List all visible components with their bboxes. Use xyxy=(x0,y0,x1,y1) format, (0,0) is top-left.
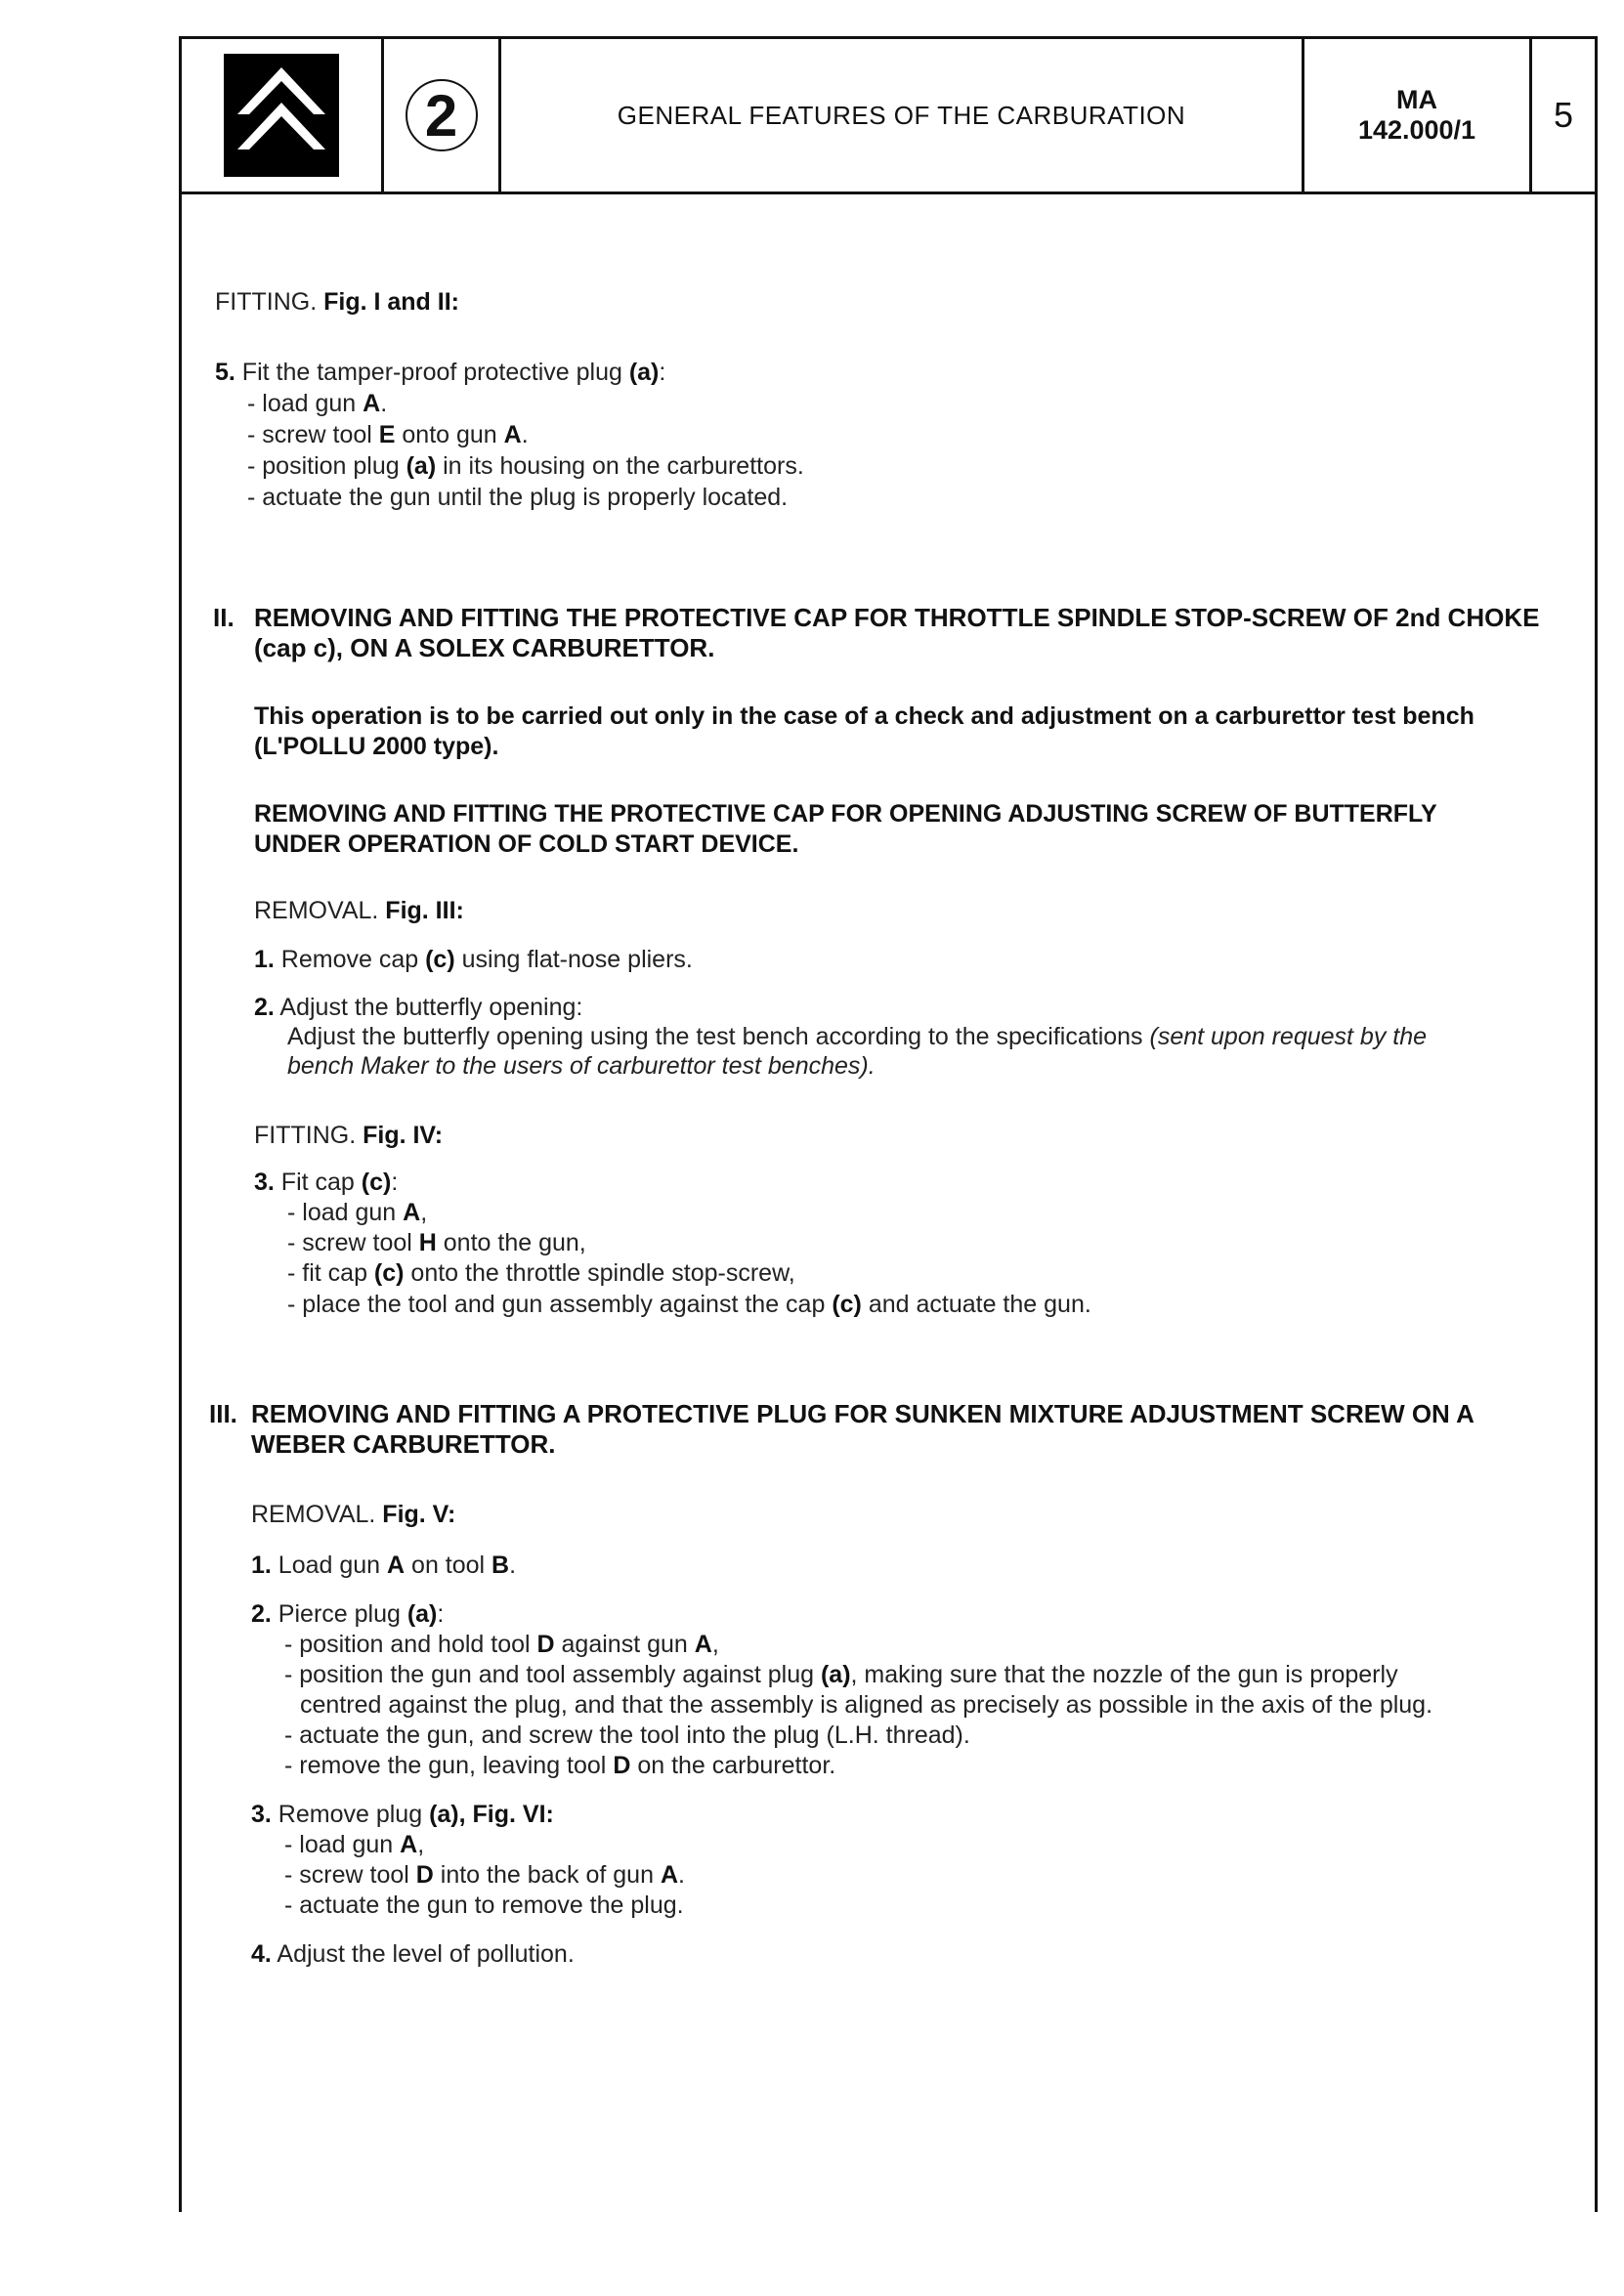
section-3-step-2-line-5: - remove the gun, leaving tool D on the carburettor. xyxy=(284,1752,836,1779)
section-3-step-3: 3. Remove plug (a), Fig. VI: xyxy=(251,1801,554,1828)
section-3-removal-heading: REMOVAL. Fig. V: xyxy=(251,1501,456,1528)
section-2-step-3-line-4: - place the tool and gun assembly against the cap (c) and actuate the gun. xyxy=(287,1291,1091,1318)
section-3-step-3-line-3: - actuate the gun to remove the plug. xyxy=(284,1892,684,1919)
section-3-heading-line-1: REMOVING AND FITTING A PROTECTIVE PLUG FOR SUNKEN MIXTURE ADJUSTMENT SCREW ON A xyxy=(251,1399,1474,1428)
section-2-heading-line-2: (cap c), ON A SOLEX CARBURETTOR. xyxy=(254,633,715,662)
section-2-step-3-line-3: - fit cap (c) onto the throttle spindle stop-screw, xyxy=(287,1259,795,1287)
section-2-step-2-line-2: Adjust the butterfly opening using the test bench according to the specifications (sent upon request by the xyxy=(287,1023,1428,1050)
step-5-line-4: - actuate the gun until the plug is properly located. xyxy=(247,484,789,511)
section-3-step-3-line-2: - screw tool D into the back of gun A. xyxy=(284,1861,685,1889)
section-2-step-1: 1. Remove cap (c) using flat-nose pliers. xyxy=(254,946,693,973)
step-5-line-3: - position plug (a) in its housing on the carburettors. xyxy=(247,452,804,480)
section-2-number: II. xyxy=(213,603,235,632)
section-2-removal-heading: REMOVAL. Fig. III: xyxy=(254,897,464,924)
citroen-logo-icon xyxy=(224,54,339,177)
section-2-step-2-line-3: bench Maker to the users of carburettor test benches). xyxy=(287,1052,876,1080)
step-5: 5. Fit the tamper-proof protective plug (a): xyxy=(215,359,666,386)
frame-left-line xyxy=(179,194,182,2212)
section-3-step-3-line-1: - load gun A, xyxy=(284,1831,425,1858)
section-number: 2 xyxy=(406,79,478,151)
section-number-cell xyxy=(384,39,501,191)
section-3-step-2-line-3: centred against the plug, and that the assembly is aligned as precisely as possible in the axis of the plug. xyxy=(300,1691,1433,1719)
page-title: GENERAL FEATURES OF THE CARBURATION xyxy=(501,39,1304,191)
step-5-line-1: - load gun A. xyxy=(247,390,388,417)
section-3-number: III. xyxy=(209,1399,237,1428)
section-2-sub-heading-line-2: UNDER OPERATION OF COLD START DEVICE. xyxy=(254,830,799,858)
section-2-heading-line-1: REMOVING AND FITTING THE PROTECTIVE CAP FOR THROTTLE SPINDLE STOP-SCREW OF 2nd CHOKE xyxy=(254,603,1540,632)
section-2-step-3-line-1: - load gun A, xyxy=(287,1199,428,1226)
reference-code: MA xyxy=(1396,85,1437,114)
section-3-step-2-line-2: - position the gun and tool assembly against plug (a), making sure that the nozzle of the gun is properly xyxy=(284,1661,1398,1688)
section-2-fitting-heading: FITTING. Fig. IV: xyxy=(254,1122,444,1149)
section-3-step-4: 4. Adjust the level of pollution. xyxy=(251,1940,575,1968)
reference-cell xyxy=(1304,39,1532,191)
page-number: 5 xyxy=(1553,95,1574,135)
frame-right-line xyxy=(1595,194,1598,2212)
section-3-step-2: 2. Pierce plug (a): xyxy=(251,1600,445,1628)
section-2-step-3: 3. Fit cap (c): xyxy=(254,1169,399,1196)
section-3-heading-line-2: WEBER CARBURETTOR. xyxy=(251,1429,556,1459)
document-header xyxy=(179,36,1598,194)
section-3-step-2-line-4: - actuate the gun, and screw the tool into the plug (L.H. thread). xyxy=(284,1722,970,1749)
reference-number: 142.000/1 xyxy=(1357,115,1476,145)
step-5-line-2: - screw tool E onto gun A. xyxy=(247,421,529,448)
section-2-note-line-1: This operation is to be carried out only in the case of a check and adjustment on a carburettor test bench xyxy=(254,702,1474,730)
section-2-note-line-2: (L'POLLU 2000 type). xyxy=(254,733,499,760)
fitting-heading: FITTING. Fig. I and II: xyxy=(215,288,459,316)
logo-cell xyxy=(182,39,384,191)
section-2-step-2: 2. Adjust the butterfly opening: xyxy=(254,994,583,1021)
section-2-step-3-line-2: - screw tool H onto the gun, xyxy=(287,1229,586,1256)
section-2-sub-heading-line-1: REMOVING AND FITTING THE PROTECTIVE CAP FOR OPENING ADJUSTING SCREW OF BUTTERFLY xyxy=(254,800,1437,828)
section-3-step-2-line-1: - position and hold tool D against gun A, xyxy=(284,1631,719,1658)
section-3-step-1: 1. Load gun A on tool B. xyxy=(251,1552,517,1579)
